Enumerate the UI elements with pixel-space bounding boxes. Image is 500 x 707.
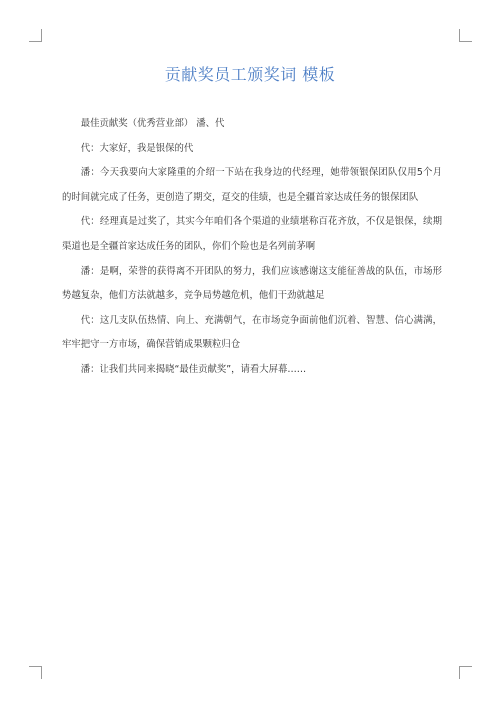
paragraph-team-effort: 潘：是啊，荣誉的获得离不开团队的努力，我们应该感谢这支能征善战的队伍，市场形势越复杂，他们方法就越多，竞争局势越危机，他们干劲就越足	[62, 265, 442, 302]
paragraph-response: 代：经理真是过奖了，其实今年咱们各个渠道的业绩堪称百花齐放，不仅是银保，续期渠道也是全疆首家达成任务的团队，你们个险也是名列前茅啊	[62, 216, 442, 252]
paragraph-introduction: 潘：今天我要向大家隆重的介绍一下站在我身边的代经理，她带领银保团队仅用5个月的时间就完成了任务，更创造了期交，趸交的佳绩，也是全疆首家达成任务的银保团队	[62, 167, 442, 203]
paragraph-greeting: 代：大家好，我是银保的代	[80, 142, 194, 154]
document-title: 贡献奖员工颁奖词 模板	[164, 65, 336, 84]
document-body	[62, 112, 442, 383]
corner-mark-bottom-left	[29, 666, 42, 679]
paragraph-team-spirit: 代：这几支队伍热情、向上、充满朝气，在市场竞争面前他们沉着、智慧、信心满满，牢牢把守一方市场，确保营销成果颗粒归仓	[62, 314, 442, 351]
paragraph-announcement: 潘：让我们共同来揭晓“最佳贡献奖”，请看大屏幕……	[80, 363, 307, 375]
corner-mark-top-left	[29, 29, 42, 42]
corner-mark-bottom-right	[459, 666, 472, 679]
corner-mark-top-right	[459, 29, 472, 42]
paragraph-award-name: 最佳贡献奖（优秀营业部） 潘、代	[80, 118, 225, 129]
